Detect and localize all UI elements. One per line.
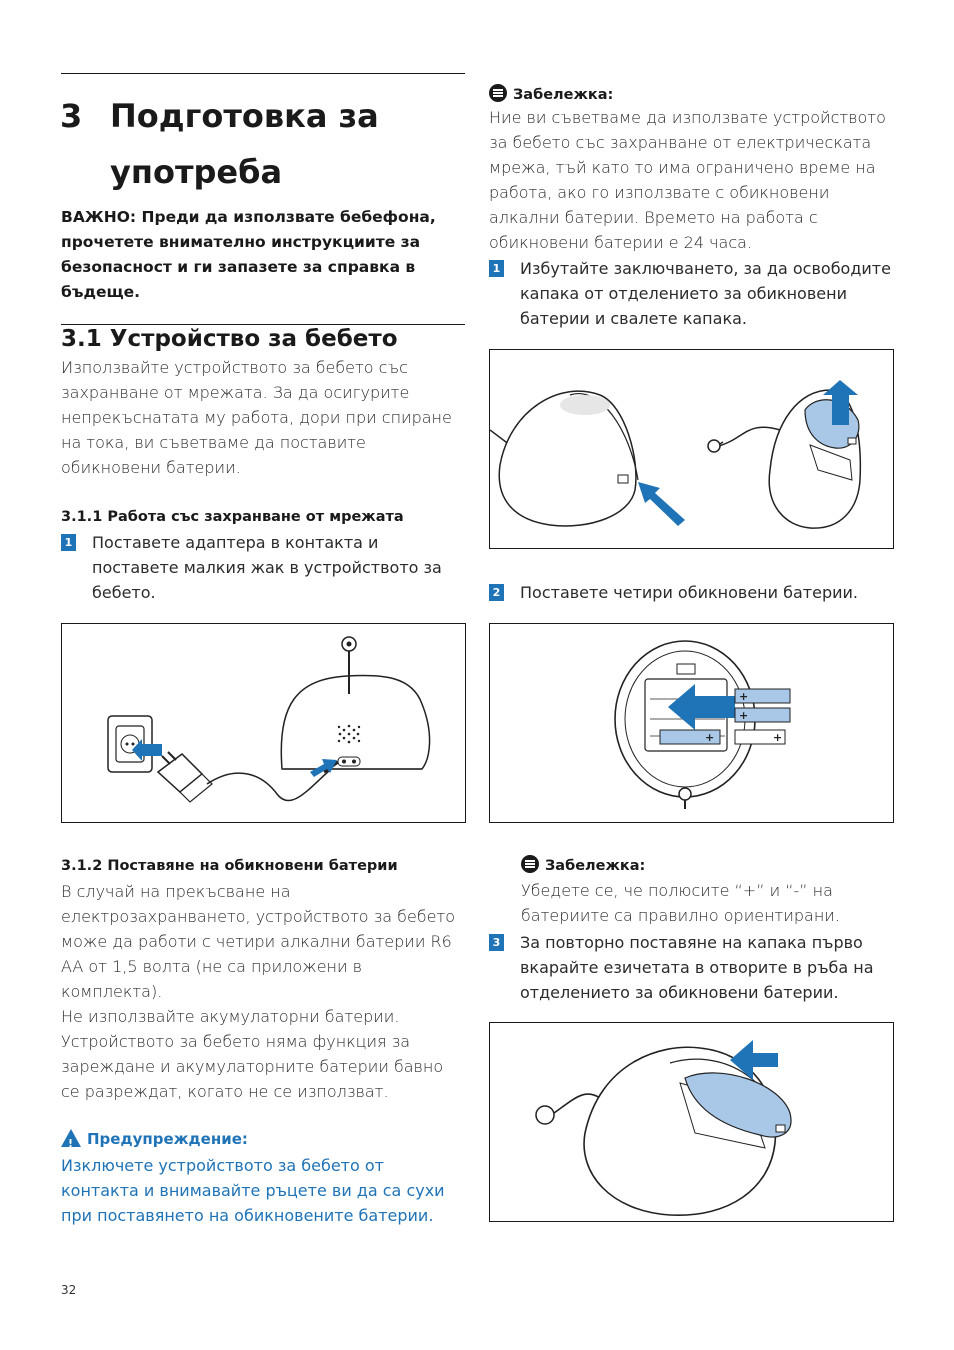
warning-title: Предупреждение: xyxy=(87,1130,248,1148)
figure-adapter-connection xyxy=(61,623,466,823)
step-text: Избутайте заключването, за да освободите капака от отделението за обикновени батерии и свалете капака. xyxy=(520,259,891,328)
warning-title-row xyxy=(61,1128,466,1150)
chapter-title-text: Подготовка за употреба xyxy=(110,97,379,191)
chapter-top-rule xyxy=(61,73,465,74)
remove-cover-illustration xyxy=(490,350,893,548)
svg-text:+: + xyxy=(705,731,715,744)
note-2-title-row xyxy=(521,855,901,876)
note-1-title-row xyxy=(489,84,899,105)
warning-body: Изключете устройството за бебето от контакта и внимавайте ръцете ви да са сухи при поставянето на обикновените батерии. xyxy=(61,1156,445,1225)
batteries-illustration xyxy=(490,624,893,822)
figure-insert-batteries xyxy=(489,623,894,823)
note-icon xyxy=(489,84,507,102)
note-icon xyxy=(521,855,539,873)
section-3-1-2-body-2: Не използвайте акумулаторни батерии. Устройството за бебето няма функция за зареждане и акумулаторните батерии бавно се разреждат, когато не се използват. xyxy=(61,1007,444,1101)
svg-text:+: + xyxy=(739,690,749,703)
step-text: За повторно поставяне на капака първо вкарайте езичетата в отворите в ръба на отделението за обикновени батерии. xyxy=(520,933,874,1002)
step-text: Поставете четири обикновени батерии. xyxy=(520,583,858,602)
note-2-body: Убедете се, че полюсите “+” и “-” на батериите са правилно ориентирани. xyxy=(521,881,840,925)
adapter-illustration xyxy=(62,624,465,822)
important-notice: ВАЖНО: Преди да използвате бебефона, прочетете внимателно инструкциите за безопасност и ги запазете за справка в бъдеще. xyxy=(61,208,436,301)
svg-text:+: + xyxy=(773,731,783,744)
section-3-1-body: Използвайте устройството за бебето със захранване от мрежата. За да осигурите непрекъснатата му работа, дори при спиране на тока, ви съветваме да поставите обикновени батерии. xyxy=(61,358,452,477)
warning-icon: ! xyxy=(61,1129,81,1147)
note-1 xyxy=(489,84,899,255)
warning-block xyxy=(61,1128,466,1228)
note-2-title: Забележка: xyxy=(545,858,646,874)
svg-text:+: + xyxy=(739,709,749,722)
replace-cover-illustration xyxy=(490,1023,893,1221)
figure-replace-cover xyxy=(489,1022,894,1222)
section-heading-3-1-1: 3.1.1 Работа със захранване от мрежата xyxy=(61,509,404,525)
section-heading-3-1: 3.1 Устройство за бебето xyxy=(61,326,398,352)
step-number-badge: 1 xyxy=(489,260,504,277)
note-1-title: Забележка: xyxy=(513,87,614,103)
page-number: 32 xyxy=(61,1283,77,1297)
note-1-body: Ние ви съветваме да използвате устройството за бебето със захранване от електрическата мрежа, тъй като то има ограничено време на работа, ако го използвате с обикновени алкални батерии. Времето на работа с обикновени батерии е 24 часа. xyxy=(489,108,886,252)
figure-remove-cover xyxy=(489,349,894,549)
step-number-badge: 3 xyxy=(489,934,504,951)
step-number-badge: 1 xyxy=(61,534,76,551)
section-3-1-2-body-1: В случай на прекъсване на електрозахранването, устройството за бебето може да работи с четири алкални батерии R6 AA от 1,5 волта (не са приложени в комплекта). xyxy=(61,882,456,1001)
note-2 xyxy=(521,855,901,928)
step-text: Поставете адаптера в контакта и поставете малкия жак в устройството за бебето. xyxy=(92,533,442,602)
chapter-number: 3 xyxy=(60,97,83,135)
step-number-badge: 2 xyxy=(489,584,504,601)
section-heading-3-1-2: 3.1.2 Поставяне на обикновени батерии xyxy=(61,858,398,874)
section-rule xyxy=(61,324,465,325)
